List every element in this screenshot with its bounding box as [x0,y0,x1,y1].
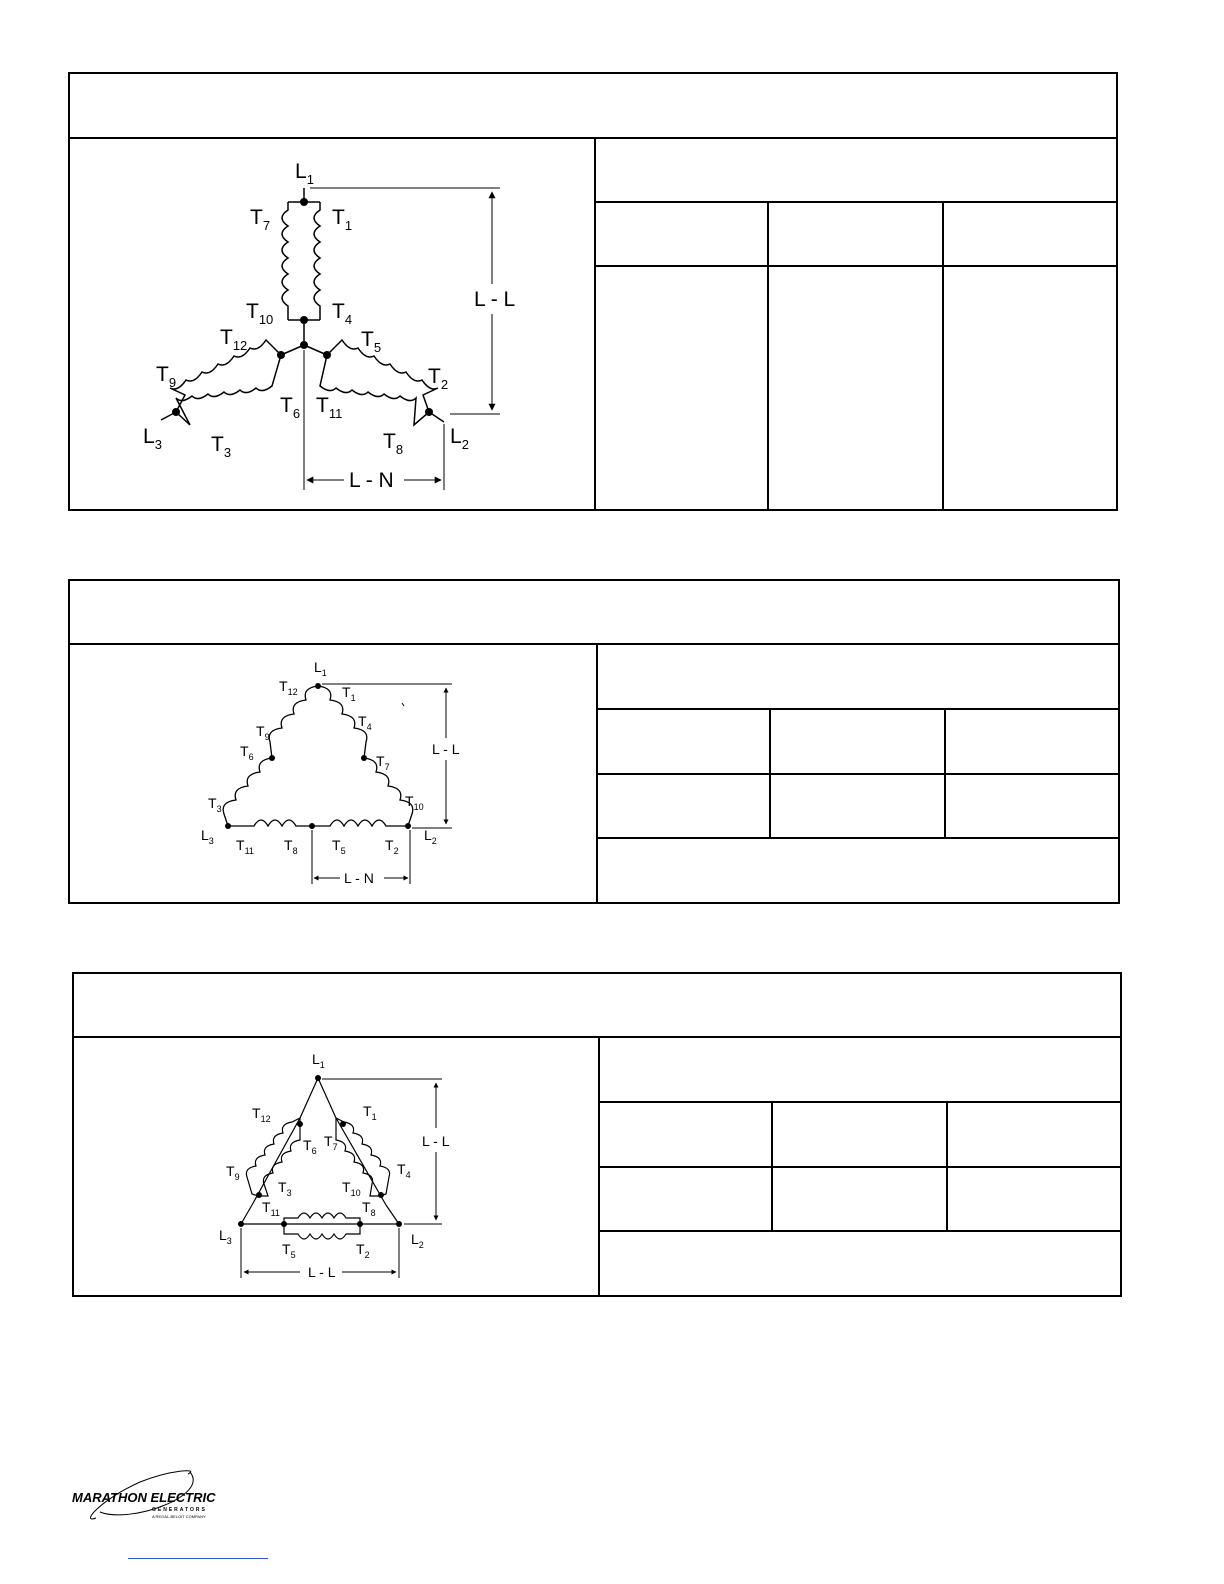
pdelta-t9-label: $T_9$ [226,1163,240,1182]
terminal-l2-label: $L_2$ [450,425,469,452]
logo-sub-text: GENERATORS [152,1507,207,1513]
pdelta-t12-label: $T_{12}$ [252,1105,271,1124]
pdelta-t8-label: $T_8$ [362,1199,376,1218]
parallel-delta-labels [219,1051,450,1280]
lead-t2-label: $T_2$ [428,365,449,392]
pdelta-line-to-line-vertical-dimension: L - L [422,1133,450,1149]
line-to-line-dimension: L - L [474,288,516,311]
lead-t9-label: $T_9$ [156,363,177,390]
lead-t11-label: $T_{11}$ [316,394,343,421]
delta-t8-label: $T_8$ [284,837,298,856]
pdelta-t5-label: $T_5$ [282,1241,296,1260]
footer-link-underline[interactable] [128,1558,268,1559]
pdelta-t10-label: $T_{10}$ [342,1179,361,1198]
delta-t1-label: $T_1$ [342,684,356,703]
delta-l3-label: $L_3$ [201,827,214,846]
pdelta-l3-label: $L_3$ [219,1227,232,1246]
pdelta-t3-label: $T_3$ [278,1179,292,1198]
delta-t2-label: $T_2$ [385,837,399,856]
delta-diagram [223,684,452,884]
logo-tagline-text: A REGAL-BELOIT COMPANY [152,1514,206,1519]
pdelta-t1-label: $T_1$ [363,1103,377,1122]
delta-t11-label: $T_{11}$ [236,837,254,856]
lead-t10-label: $T_{10}$ [246,300,274,327]
delta-t6-label: $T_6$ [240,743,254,762]
series-wye-labels [143,160,515,492]
lead-t7-label: $T_7$ [250,206,271,233]
lead-t5-label: $T_5$ [361,328,382,355]
delta-t5-label: $T_5$ [332,837,346,856]
delta-l2-label: $L_2$ [424,827,437,846]
line-to-neutral-dimension: L - N [349,469,394,492]
pdelta-l2-label: $L_2$ [411,1231,424,1250]
lead-t8-label: $T_8$ [383,430,404,457]
pdelta-t7-label: $T_7$ [324,1133,338,1152]
terminal-l1-label: $L_1$ [295,160,314,187]
pdelta-t6-label: $T_6$ [303,1137,317,1156]
lead-t3-label: $T_3$ [211,433,232,460]
parallel-delta-diagram [241,1078,442,1278]
marathon-electric-logo [60,1462,230,1532]
terminal-l3-label: $L_3$ [143,425,162,452]
lead-t6-label: $T_6$ [280,394,301,421]
lead-t12-label: $T_{12}$ [220,326,248,353]
delta-t10-label: $T_{10}$ [405,793,424,812]
delta-t4-label: $T_4$ [358,713,372,732]
delta-line-to-line-dimension: L - L [432,741,460,757]
delta-t9-label: $T_9$ [256,723,270,742]
delta-t7-label: $T_7$ [376,753,390,772]
lead-t1-label: $T_1$ [332,206,353,233]
logo-brand-text: MARATHON ELECTRIC [72,1490,216,1505]
lead-t4-label: $T_4$ [332,300,353,327]
pdelta-t4-label: $T_4$ [397,1161,411,1180]
delta-t12-label: $T_{12}$ [279,678,298,697]
pdelta-t2-label: $T_2$ [356,1241,370,1260]
pdelta-line-to-line-horizontal-dimension: L - L [308,1264,336,1280]
delta-l1-label: $L_1$ [314,659,327,678]
pdelta-l1-label: $L_1$ [312,1051,325,1070]
delta-line-to-neutral-dimension: L - N [344,870,374,886]
stray-mark [402,703,404,706]
pdelta-t11-label: $T_{11}$ [262,1199,280,1218]
delta-t3-label: $T_3$ [208,795,222,814]
